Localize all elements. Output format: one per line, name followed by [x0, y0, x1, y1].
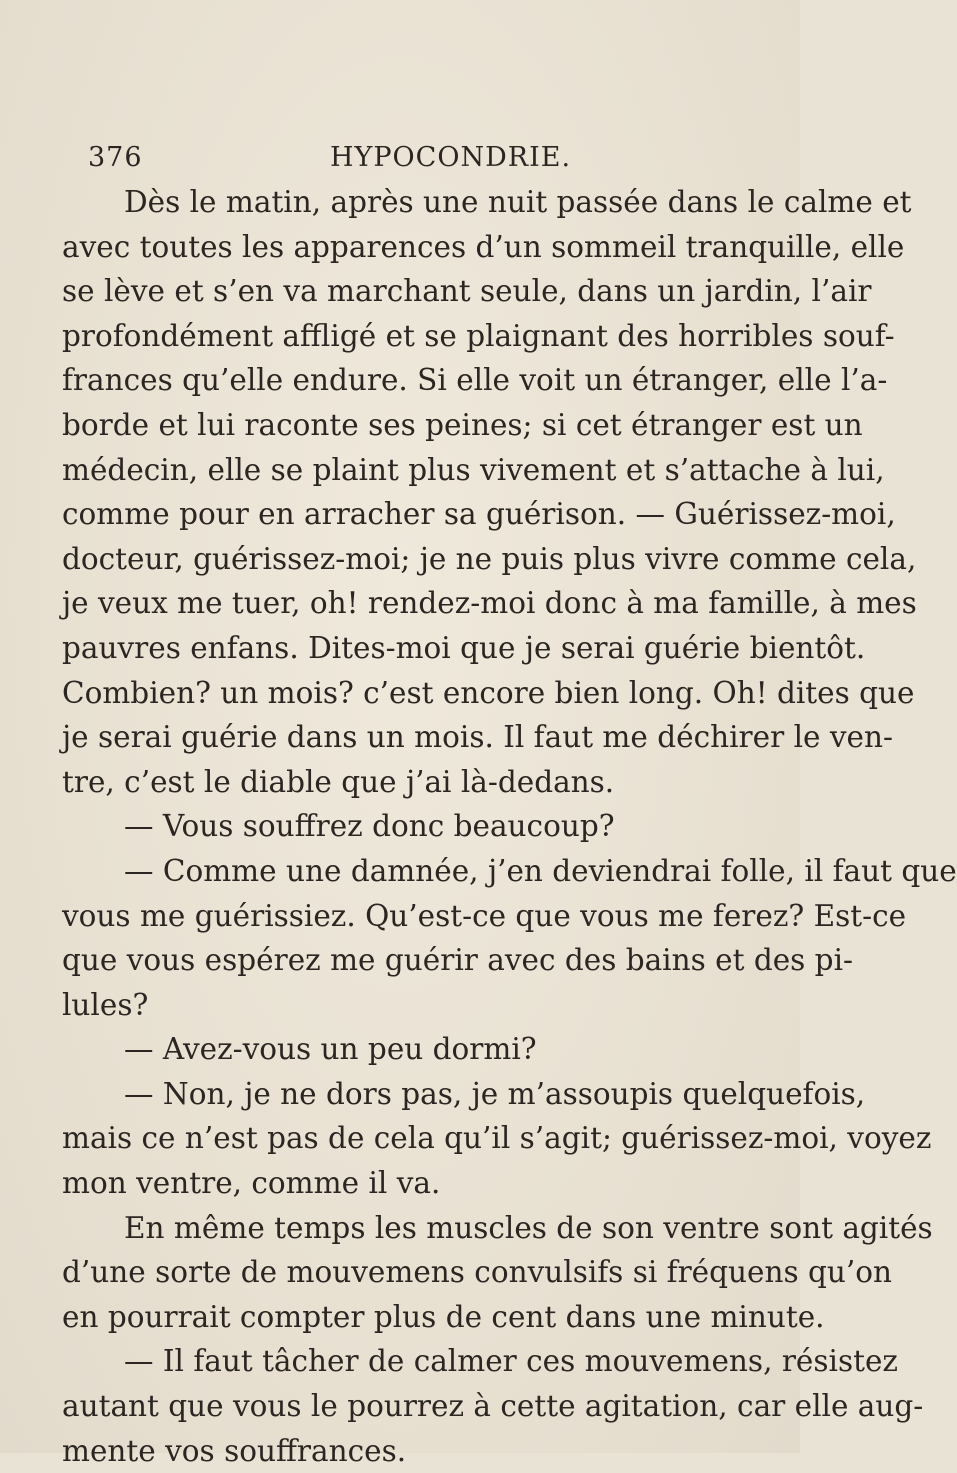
text-line: borde et lui raconte ses peines; si cet étranger est un — [62, 407, 863, 442]
text-line: — Non, je ne dors pas, je m’assoupis quelquefois, — [124, 1076, 866, 1111]
running-head — [0, 142, 800, 182]
text-line: — Il faut tâcher de calmer ces mouvemens, résistez — [124, 1344, 898, 1379]
text-line: mon ventre, comme il va. — [62, 1166, 441, 1201]
text-line: pauvres enfans. Dites-moi que je serai guérie bientôt. — [62, 630, 866, 665]
running-head-title: HYPOCONDRIE. — [330, 142, 572, 173]
text-line: que vous espérez me guérir avec des bains et des pi- — [62, 943, 853, 978]
text-line: lules? — [62, 987, 149, 1022]
text-line: profondément affligé et se plaignant des horribles souf- — [62, 318, 895, 353]
text-line: comme pour en arracher sa guérison. — Guérissez-moi, — [62, 497, 896, 532]
text-line: docteur, guérissez-moi; je ne puis plus vivre comme cela, — [62, 541, 917, 576]
text-line: Combien? un mois? c’est encore bien long. Oh! dites que — [62, 675, 915, 710]
body-text — [62, 180, 957, 1473]
text-line: mente vos souffrances. — [62, 1433, 407, 1468]
text-line: Dès le matin, après une nuit passée dans le calme et — [124, 185, 912, 219]
text-line: — Avez-vous un peu dormi? — [124, 1032, 537, 1067]
text-line: — Vous souffrez donc beaucoup? — [124, 809, 615, 844]
text-line: avec toutes les apparences d’un sommeil tranquille, elle — [62, 229, 905, 264]
text-line: frances qu’elle endure. Si elle voit un étranger, elle l’a- — [62, 363, 888, 398]
text-line: tre, c’est le diable que j’ai là-dedans. — [62, 764, 615, 799]
page-number: 376 — [88, 142, 143, 173]
text-line: vous me guérissiez. Qu’est-ce que vous me ferez? Est-ce — [62, 898, 907, 933]
text-line: médecin, elle se plaint plus vivement et s’attache à lui, — [62, 452, 885, 487]
text-line: en pourrait compter plus de cent dans une minute. — [62, 1299, 825, 1334]
text-line: En même temps les muscles de son ventre sont agités — [124, 1210, 933, 1245]
text-line: — Comme une damnée, j’en deviendrai folle, il faut que — [124, 853, 957, 888]
text-line: se lève et s’en va marchant seule, dans un jardin, l’air — [62, 274, 872, 309]
text-line: d’une sorte de mouvemens convulsifs si fréquens qu’on — [62, 1255, 893, 1290]
text-line: autant que vous le pourrez à cette agitation, car elle aug- — [62, 1389, 924, 1424]
text-line: je veux me tuer, oh! rendez-moi donc à ma famille, à mes — [62, 586, 917, 621]
text-line: mais ce n’est pas de cela qu’il s’agit; guérissez-moi, voyez — [62, 1121, 932, 1156]
text-line: je serai guérie dans un mois. Il faut me déchirer le ven- — [62, 720, 893, 755]
